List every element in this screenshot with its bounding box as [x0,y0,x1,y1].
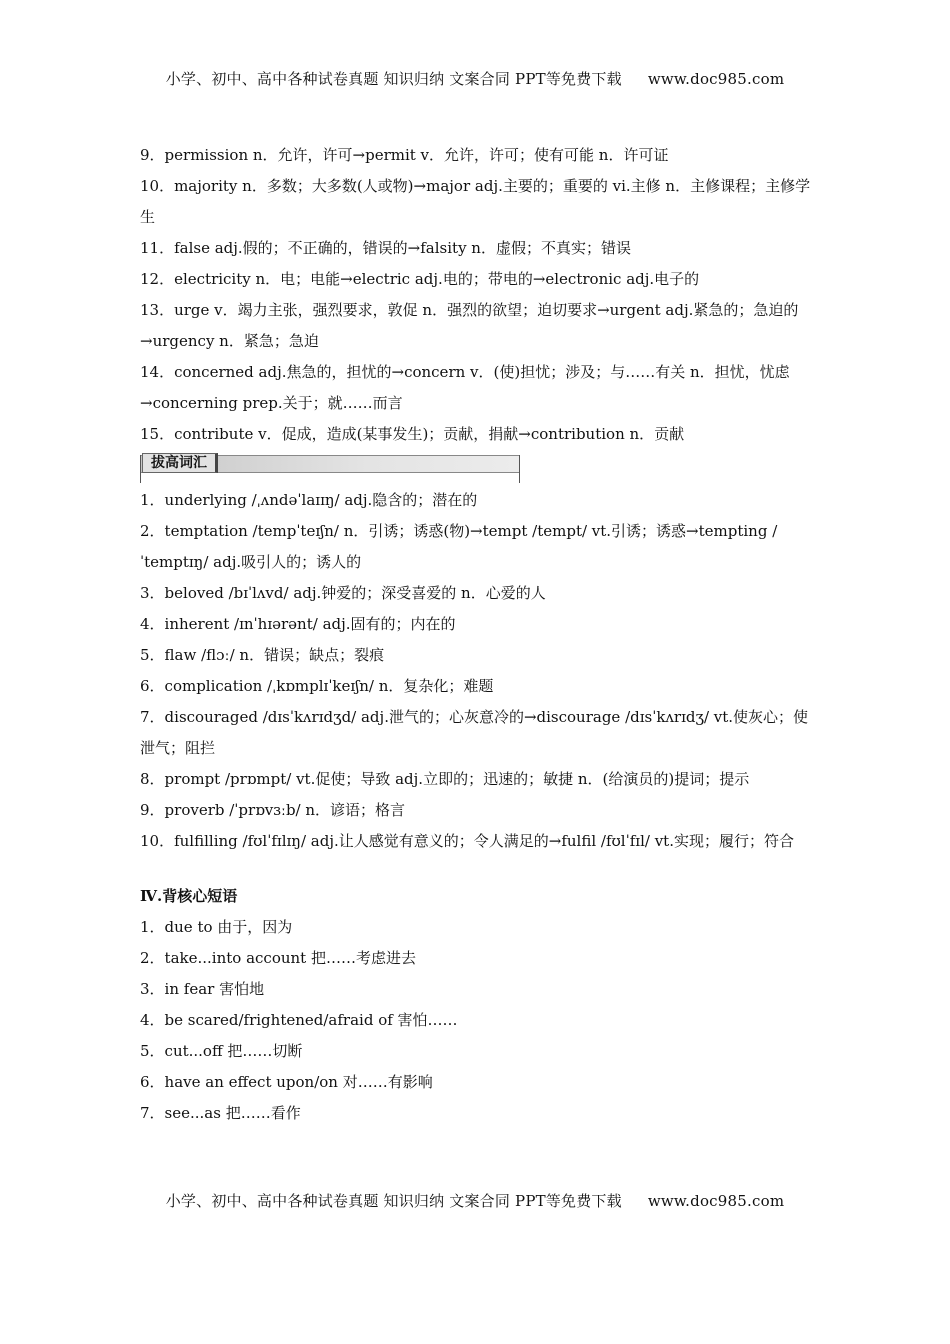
phrase-item: 3．in fear 害怕地 [140,980,265,998]
vocab-item: 7．discouraged /dɪsˈkʌrɪdʒd/ adj.泄气的；心灰意冷的→discourage /dɪsˈkʌrɪdʒ/ vt.使灰心；使泄气；阻拦 [140,708,809,757]
vocab-item: 9．permission n．允许，许可→permit v．允许，许可；使有可能 n．许可证 [140,146,669,164]
vocab-item: 5．flaw /flɔː/ n．错误；缺点；裂痕 [140,646,385,664]
banner-left-rule [140,455,141,483]
header-url: www.doc985.com [647,70,785,88]
vocab-item: 8．prompt /prɒmpt/ vt.促使；导致 adj.立即的；迅速的；敏捷 n．(给演员的)提词；提示 [140,770,750,788]
footer-url: www.doc985.com [647,1192,785,1210]
phrases-list [140,912,812,1129]
banner-right-rule [519,455,520,483]
banner-label: 拔高词汇 [142,453,218,473]
vocab-item: 11．false adj.假的；不正确的，错误的→falsity n．虚假；不真实；错误 [140,239,631,257]
vocab-item: 4．inherent /ɪnˈhɪərənt/ adj.固有的；内在的 [140,615,456,633]
vocab-item: 12．electricity n．电；电能→electric adj.电的；带电的→electronic adj.电子的 [140,270,700,288]
basic-vocab-list [140,140,812,450]
phrases-section-title: Ⅳ.背核心短语 [140,887,238,905]
vocab-item: 1．underlying /ˌʌndəˈlaɪɪŋ/ adj.隐含的；潜在的 [140,491,478,509]
phrase-item: 6．have an effect upon/on 对……有影响 [140,1073,433,1091]
phrase-item: 5．cut...off 把……切断 [140,1042,303,1060]
vocab-item: 3．beloved /bɪˈlʌvd/ adj.钟爱的；深受喜爱的 n．心爱的人 [140,584,546,602]
page-footer [0,1190,950,1211]
vocab-item: 10．majority n．多数；大多数(人或物)→major adj.主要的；重要的 vi.主修 n．主修课程；主修学生 [140,177,811,226]
vocab-item: 6．complication /ˌkɒmplɪˈkeɪʃn/ n．复杂化；难题 [140,677,494,695]
vocab-item: 10．fulfilling /fʊlˈfɪlɪŋ/ adj.让人感觉有意义的；令人满足的→fulfil /fʊlˈfɪl/ vt.实现；履行；符合 [140,832,794,850]
phrase-item: 4．be scared/frightened/afraid of 害怕…… [140,1011,458,1029]
document-body [140,140,812,1129]
advanced-vocab-list [140,485,812,857]
vocab-item: 13．urge v．竭力主张，强烈要求，敦促 n．强烈的欲望；迫切要求→urgent adj.紧急的；急迫的→urgency n．紧急；急迫 [140,301,799,350]
phrase-item: 2．take...into account 把……考虑进去 [140,949,416,967]
section-gap [140,857,812,881]
section-banner [140,452,520,484]
footer-text: 小学、初中、高中各种试卷真题 知识归纳 文案合同 PPT等免费下载 [165,1192,622,1210]
vocab-item: 2．temptation /tempˈteɪʃn/ n．引诱；诱惑(物)→tempt /tempt/ vt.引诱；诱惑→tempting /ˈtemptɪŋ/ adj.吸引人的；诱人的 [140,522,778,571]
header-text: 小学、初中、高中各种试卷真题 知识归纳 文案合同 PPT等免费下载 [165,70,622,88]
vocab-item: 15．contribute v．促成，造成(某事发生)；贡献，捐献→contribution n．贡献 [140,425,685,443]
vocab-item: 9．proverb /ˈprɒvɜːb/ n．谚语；格言 [140,801,406,819]
page-header [0,68,950,89]
phrase-item: 7．see...as 把……看作 [140,1104,301,1122]
vocab-item: 14．concerned adj.焦急的，担忧的→concern v．(使)担忧；涉及；与……有关 n．担忧，忧虑→concerning prep.关于；就……而言 [140,363,790,412]
phrase-item: 1．due to 由于，因为 [140,918,293,936]
